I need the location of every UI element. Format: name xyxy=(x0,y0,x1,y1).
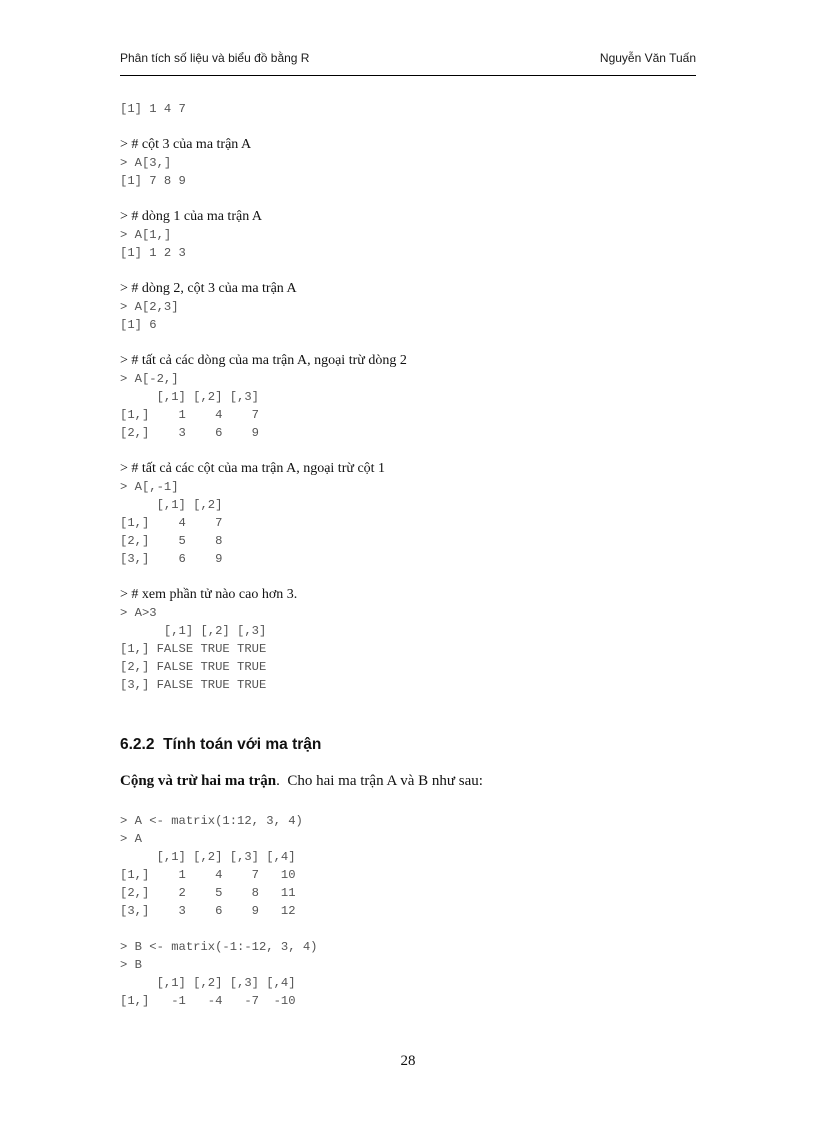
code-line: > B <- matrix(-1:-12, 3, 4) xyxy=(120,940,318,954)
code-line: [3,] 6 9 xyxy=(120,552,223,566)
code-line: [,1] [,2] [,3] [,4] xyxy=(120,976,296,990)
paragraph-text: . Cho hai ma trận A và B như sau: xyxy=(276,773,483,789)
code-line: [1,] 1 4 7 xyxy=(120,408,259,422)
code-line: [1] 6 xyxy=(120,318,157,332)
page-header xyxy=(120,51,696,69)
code-comment-line: > # xem phần tử nào cao hơn 3. xyxy=(120,587,298,602)
code-comment-line: > # dòng 2, cột 3 của ma trận A xyxy=(120,281,297,296)
code-line: [1] 1 2 3 xyxy=(120,246,186,260)
code-line: [1] 1 4 7 xyxy=(120,102,186,116)
code-line: > A[1,] xyxy=(120,228,172,242)
code-line: [2,] 5 8 xyxy=(120,534,223,548)
code-line: [1] 7 8 9 xyxy=(120,174,186,188)
code-block xyxy=(120,208,696,262)
section-heading: 6.2.2 Tính toán với ma trận xyxy=(120,736,322,753)
code-line: [1,] FALSE TRUE TRUE xyxy=(120,642,267,656)
page-number: 28 xyxy=(400,1053,416,1069)
code-block xyxy=(120,352,696,442)
code-comment-line: > # tất cả các cột của ma trận A, ngoại trừ cột 1 xyxy=(120,461,386,476)
code-line: [,1] [,2] [,3] xyxy=(120,390,259,404)
code-line: [3,] FALSE TRUE TRUE xyxy=(120,678,267,692)
block-spacer xyxy=(120,118,696,136)
code-line: [,1] [,2] [,3] xyxy=(120,624,267,638)
code-block xyxy=(120,586,696,694)
block-spacer xyxy=(120,568,696,586)
code-line: > A xyxy=(120,832,142,846)
paragraph-bold-lead: Cộng và trừ hai ma trận xyxy=(120,773,277,789)
code-comment-line: > # dòng 1 của ma trận A xyxy=(120,209,263,224)
code-line: > B xyxy=(120,958,142,972)
block-spacer xyxy=(120,442,696,460)
code-block xyxy=(120,280,696,334)
code-block xyxy=(120,812,696,920)
code-line: [3,] 3 6 9 12 xyxy=(120,904,296,918)
code-line: [2,] FALSE TRUE TRUE xyxy=(120,660,267,674)
code-line: > A[-2,] xyxy=(120,372,179,386)
code-block xyxy=(120,938,696,1010)
code-line: [2,] 2 5 8 11 xyxy=(120,886,296,900)
header-author: Nguyễn Văn Tuấn xyxy=(599,51,696,65)
code-comment-line: > # tất cả các dòng của ma trận A, ngoại trừ dòng 2 xyxy=(120,353,407,368)
code-listing-indexing xyxy=(120,100,696,694)
block-spacer xyxy=(120,334,696,352)
block-spacer xyxy=(120,190,696,208)
code-line: [1,] -1 -4 -7 -10 xyxy=(120,994,296,1008)
header-book-title: Phân tích số liệu và biểu đồ bằng R xyxy=(120,51,310,65)
block-spacer xyxy=(120,262,696,280)
code-line: [1,] 4 7 xyxy=(120,516,223,530)
code-line: [1,] 1 4 7 10 xyxy=(120,868,296,882)
code-line: > A>3 xyxy=(120,606,157,620)
code-block xyxy=(120,136,696,190)
code-line: > A[3,] xyxy=(120,156,172,170)
code-block xyxy=(120,100,696,118)
block-spacer xyxy=(120,920,696,938)
code-line: > A <- matrix(1:12, 3, 4) xyxy=(120,814,303,828)
code-block xyxy=(120,460,696,568)
code-line: [2,] 3 6 9 xyxy=(120,426,259,440)
code-line: [,1] [,2] xyxy=(120,498,223,512)
code-listing-matrices xyxy=(120,812,696,1010)
code-line: [,1] [,2] [,3] [,4] xyxy=(120,850,296,864)
header-rule xyxy=(120,75,696,76)
code-line: > A[,-1] xyxy=(120,480,179,494)
code-line: > A[2,3] xyxy=(120,300,179,314)
intro-paragraph xyxy=(120,773,483,790)
code-comment-line: > # cột 3 của ma trận A xyxy=(120,137,252,152)
